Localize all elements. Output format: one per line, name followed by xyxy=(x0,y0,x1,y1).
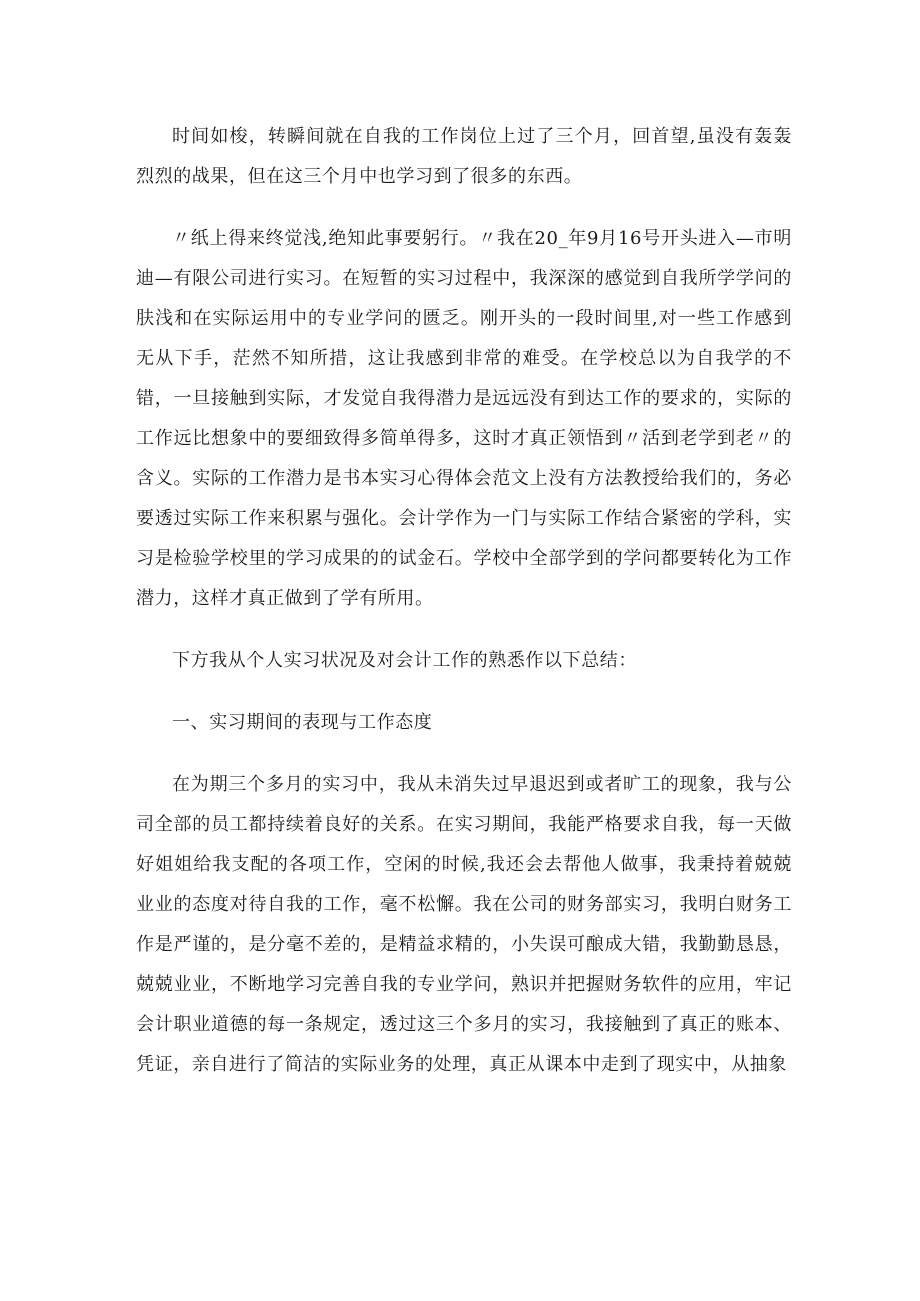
paragraph-performance: 在为期三个多月的实习中，我从未消失过早退迟到或者旷工的现象，我与公司全部的员工都持续着良好的关系。在实习期间，我能严格要求自我，每一天做好姐姐给我支配的各项工作，空闲的时候,我还会去帮他人做事，我秉持着兢兢业业的态度对待自我的工作，毫不松懈。我在公司的财务部实习，我明白财务工作是严谨的，是分毫不差的，是精益求精的，小失误可酿成大错，我勤勤恳恳，兢兢业业，不断地学习完善自我的专业学问，熟识并把握财务软件的应用，牢记会计职业道德的每一条规定，透过这三个多月的实习，我接触到了真正的账本、凭证，亲自进行了简洁的实际业务的处理，真正从课本中走到了现实中，从抽象 xyxy=(136,774,792,1075)
paragraph-intro: 时间如梭，转瞬间就在自我的工作岗位上过了三个月，回首望,虽没有轰轰烈烈的战果，但在这三个月中也学习到了很多的东西。 xyxy=(136,126,792,187)
paragraph-summary-lead: 下方我从个人实习状况及对会计工作的熟悉作以下总结： xyxy=(172,650,637,671)
section-heading-1: 一、实习期间的表现与工作态度 xyxy=(172,712,433,733)
paragraph-quote: 〃纸上得来终觉浅,绝知此事要躬行。〃我在20_年9月16号开头进入—市明迪—有限公司进行实习。在短暂的实习过程中，我深深的感觉到自我所学学问的肤浅和在实际运用中的专业学问的匮乏。刚开头的一段时间里,对一些工作感到无从下手，茫然不知所措，这让我感到非常的难受。在学校总以为自我学的不错，一旦接触到实际，才发觉自我得潜力是远远没有到达工作的要求的，实际的工作远比想象中的要细致得多简单得多，这时才真正领悟到〃活到老学到老〃的含义。实际的工作潜力是书本实习心得体会范文上没有方法教授给我们的，务必要透过实际工作来积累与强化。会计学作为一门与实际工作结合紧密的学科，实习是检验学校里的学习成果的的试金石。学校中全部学到的学问都要转化为工作潜力，这样才真正做到了学有所用。 xyxy=(136,228,792,609)
